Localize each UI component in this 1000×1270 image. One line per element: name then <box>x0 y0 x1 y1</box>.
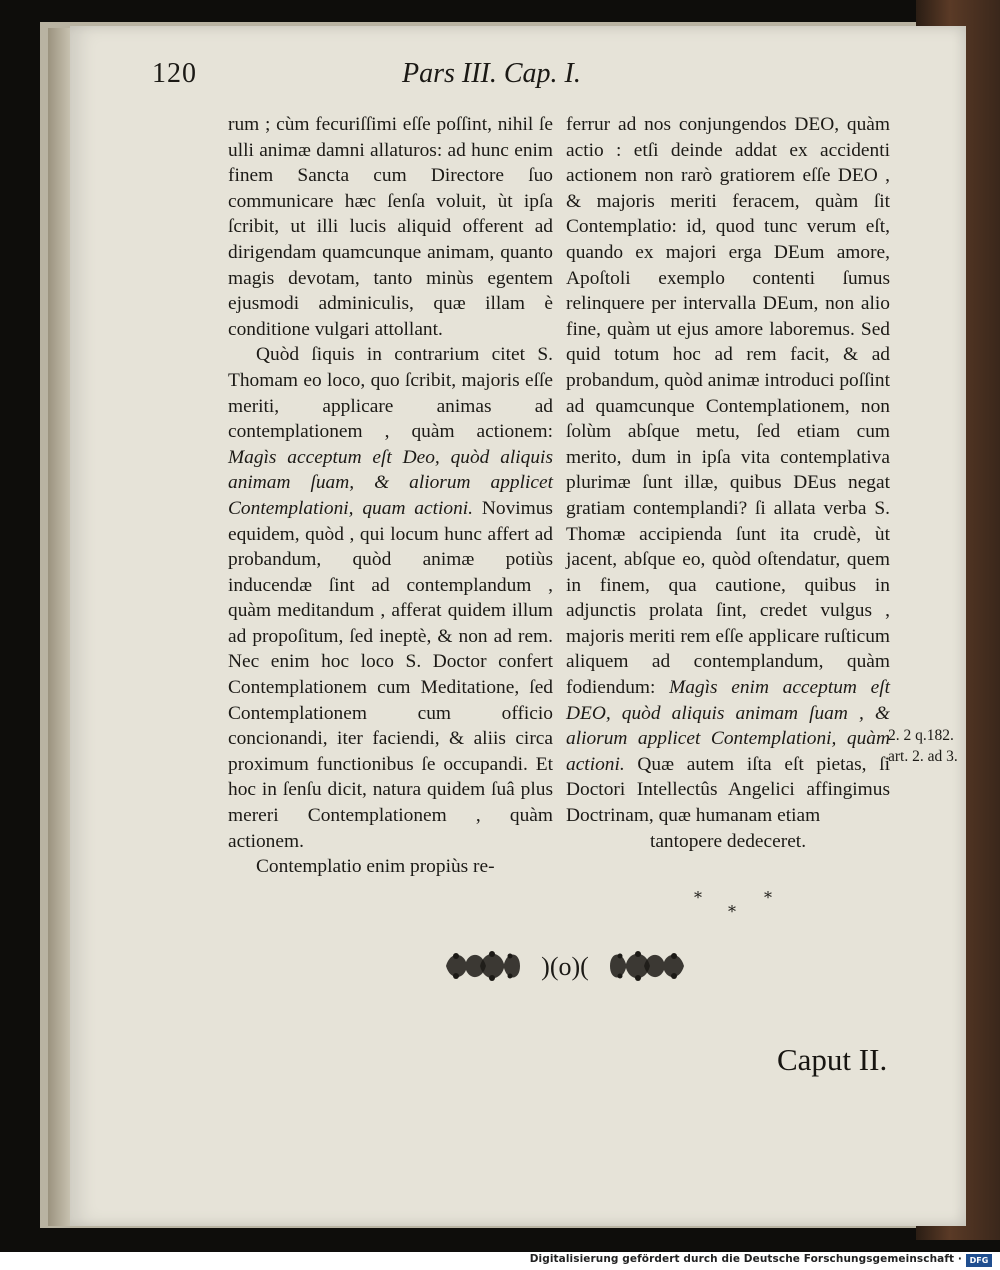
paragraph-last-line: tantopere dedeceret. <box>649 830 807 852</box>
margin-note <box>888 725 988 767</box>
paragraph-conclusion: Quæ autem iſta eſt pietas, ſi Doctori Intellectûs Angelici affingimus Doctrinam, quæ humanam etiam <box>566 753 890 827</box>
asterisk-3: * <box>764 888 772 907</box>
right-column <box>566 112 890 854</box>
ornament-center: )(o)( <box>541 952 589 981</box>
paragraph-objection-text: Quòd ſiquis in contrarium citet S. Thomam eo loco, quo ſcribit, majoris eſſe meriti, applicare animas ad contemplationem , quàm actionem: <box>228 344 553 443</box>
ornament-icon <box>440 942 690 990</box>
paragraph-response: Novimus equidem, quòd , qui locum hunc affert ad probandum, quòd animæ potiùs inducendæ ſint ad contemplandum , quàm meditandum , afferat quidem illum ad propoſitum, ſed ineptè, & non ad rem. Nec enim hoc loco S. Doctor confert Contemplationem cum Meditatione, ſed Contemplationem cum officio concionandi, iter faciendi, & aliis circa proximum functionibus ſe occupandi. Et hoc in ſenſu dicit, natura quidem ſuâ plus mereri Contemplationem , quàm actionem. <box>228 497 553 852</box>
paragraph-continuation: rum ; cùm fecuriſſimi eſſe poſſint, nihil ſe ulli animæ damni allaturos: ad hunc enim finem Sancta cum Directore ſuo communicare hæc ſenſa voluit, ùt ipſa ſcribit, ut illi lucis aliquid offerent ad dirigendam quamcunque animam, quanto magis devotam, tanto minùs egentem ejusmodi adminiculis, quæ illam è conditione vulgari attollant. <box>228 114 553 340</box>
paragraph-right-text: ferrur ad nos conjungendos DEO, quàm actio : etſi deinde addat ex accidenti actionem non rarò gratiorem eſſe DEO , & majoris meriti feracem, quàm ſit Contemplatio: id, quod tunc verum eſt, quando ex majori erga DEum amore, Apoſtoli exemplo contenti ſumus relinquere per intervalla DEum, non alio fine, quàm ut ejus amore laboremus. Sed quid totum hoc ad rem facit, & ad probandum, quòd animæ introduci poſſint ad quamcunque Contemplationem, non ſolùm abſque metu, ſed etiam cum merito, dum in ipſa vita contemplativa plurimæ ſunt illæ, quibus DEus negat gratiam contemplandi? ſi allata verba S. Thomæ accipienda ſunt ita crudè, ùt jacent, abſque eo, quòd oſtendatur, quem in finem, qua cautione, quibus in adjunctis prolata ſint, credet vulgus , majoris meriti rem eſſe applicare ruſticum aliquem ad contemplandum, quàm fodiendum: <box>566 114 890 699</box>
margin-note-line-1: 2. 2 q.182. <box>888 727 954 744</box>
running-head <box>152 58 812 98</box>
left-column <box>228 112 553 880</box>
paragraph-objection <box>228 342 553 854</box>
asterisk-1: * <box>694 888 702 907</box>
asterisk-2: * <box>728 902 736 921</box>
catchword: Caput II. <box>777 1042 888 1077</box>
ornament-divider <box>440 942 690 990</box>
running-title: Pars III. Cap. I. <box>402 58 581 89</box>
asterisks <box>668 888 788 928</box>
dfg-logo-icon: DFG <box>966 1254 992 1267</box>
paragraph-catch: Contemplatio enim propiùs re- <box>256 856 495 878</box>
page-number: 120 <box>152 58 197 89</box>
footer-credit: Digitalisierung gefördert durch die Deutsche Forschungsgemeinschaft · <box>529 1253 962 1265</box>
margin-note-line-2: art. 2. ad 3. <box>888 748 958 765</box>
quotation-thomas-2: Magìs enim acceptum eſt DEO, quòd aliquis animam ſuam , & aliorum applicet Contemplationi, quàm actioni. <box>566 677 890 775</box>
paragraph-right <box>566 112 890 829</box>
quotation-thomas: Magìs acceptum eſt Deo, quòd aliquis animam ſuam, & aliorum applicet Contemplationi, quam actioni. <box>228 446 553 519</box>
